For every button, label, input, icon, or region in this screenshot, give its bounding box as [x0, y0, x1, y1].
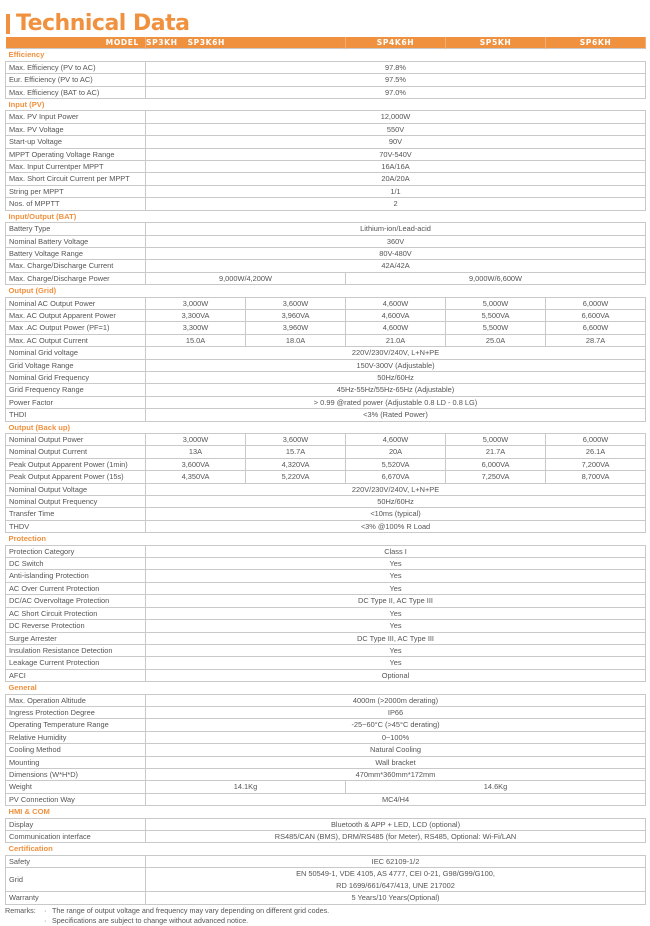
row-value: 7,200VA — [546, 458, 646, 470]
row-label: Nominal Output Frequency — [6, 496, 146, 508]
row-label: MPPT Operating Voltage Range — [6, 148, 146, 160]
row-label: Protection Category — [6, 545, 146, 557]
row-value: 3,300VA — [146, 309, 246, 321]
table-row — [6, 781, 646, 793]
remarks-label: Remarks: — [5, 906, 36, 915]
table-row — [6, 334, 646, 346]
row-value: 4,320VA — [246, 458, 346, 470]
table-row — [6, 731, 646, 743]
bullet-icon: · — [44, 916, 47, 925]
row-value: 9,000W/4,200W — [146, 272, 346, 284]
remark-item: Specifications are subject to change without advanced notice. — [52, 916, 249, 925]
table-row — [6, 434, 646, 446]
row-value: 150V-300V (Adjustable) — [146, 359, 646, 371]
row-value: Yes — [146, 620, 646, 632]
table-row — [6, 669, 646, 681]
row-value: 14.1Kg — [146, 781, 346, 793]
row-value: Yes — [146, 644, 646, 656]
row-value: <10ms (typical) — [146, 508, 646, 520]
section-row — [6, 99, 646, 111]
row-value: Yes — [146, 657, 646, 669]
table-row — [6, 173, 646, 185]
section-title: Efficiency — [6, 49, 646, 61]
row-value: 5,000W — [446, 297, 546, 309]
row-value: 26.1A — [546, 446, 646, 458]
row-value: 0~100% — [146, 731, 646, 743]
grid-standards-line-2: RD 1699/661/647/413, UNE 217002 — [336, 880, 455, 890]
section-row — [6, 421, 646, 433]
title-accent-bar — [6, 14, 10, 34]
row-label: Eur. Efficiency (PV to AC) — [6, 74, 146, 86]
row-label: Nos. of MPPTT — [6, 198, 146, 210]
table-row — [6, 409, 646, 421]
table-row — [6, 458, 646, 470]
table-row — [6, 483, 646, 495]
row-value: 5,000W — [446, 434, 546, 446]
row-value: Yes — [146, 570, 646, 582]
row-label: THDV — [6, 520, 146, 532]
row-label: Max. Efficiency (BAT to AC) — [6, 86, 146, 98]
row-label: Battery Voltage Range — [6, 247, 146, 259]
table-row — [6, 644, 646, 656]
table-row — [6, 148, 646, 160]
table-row — [6, 831, 646, 843]
table-row — [6, 657, 646, 669]
row-label: Display — [6, 818, 146, 830]
row-value: 97.0% — [146, 86, 646, 98]
table-row — [6, 396, 646, 408]
table-row — [6, 123, 646, 135]
table-row — [6, 558, 646, 570]
row-value: 3,960VA — [246, 309, 346, 321]
section-title: Certification — [6, 843, 646, 855]
row-value: 4,350VA — [146, 471, 246, 483]
row-label: Grid Voltage Range — [6, 359, 146, 371]
table-row — [6, 793, 646, 805]
row-label: PV Connection Way — [6, 793, 146, 805]
model-sp6kh: SP6KH — [546, 37, 646, 49]
row-value: 5 Years/10 Years(Optional) — [146, 892, 646, 904]
row-value: 360V — [146, 235, 646, 247]
row-value: 6,600VA — [546, 309, 646, 321]
row-label: Leakage Current Protection — [6, 657, 146, 669]
row-value: Lithium-ion/Lead-acid — [146, 223, 646, 235]
row-label: Safety — [6, 855, 146, 867]
row-value: 470mm*360mm*172mm — [146, 768, 646, 780]
row-value: RS485/CAN (BMS), DRM/RS485 (for Meter), RS485, Optional: Wi-Fi/LAN — [146, 831, 646, 843]
row-value: 3,600W — [246, 297, 346, 309]
row-value: 50Hz/60Hz — [146, 496, 646, 508]
row-value: DC Type II, AC Type III — [146, 595, 646, 607]
table-row — [6, 223, 646, 235]
page-title — [6, 12, 189, 36]
row-label: DC Switch — [6, 558, 146, 570]
table-row — [6, 744, 646, 756]
table-row — [6, 74, 646, 86]
row-label: Ingress Protection Degree — [6, 706, 146, 718]
row-value: 97.5% — [146, 74, 646, 86]
row-value: IEC 62109-1/2 — [146, 855, 646, 867]
table-row — [6, 471, 646, 483]
row-value: 70V-540V — [146, 148, 646, 160]
row-label: Max. Charge/Discharge Current — [6, 260, 146, 272]
row-value: 5,220VA — [246, 471, 346, 483]
row-value: 220V/230V/240V, L+N+PE — [146, 483, 646, 495]
row-label: Insulation Resistance Detection — [6, 644, 146, 656]
row-value: 16A/16A — [146, 161, 646, 173]
row-value: MC4/H4 — [146, 793, 646, 805]
row-value: <3% (Rated Power) — [146, 409, 646, 421]
row-value: 7,250VA — [446, 471, 546, 483]
row-value: 220V/230V/240V, L+N+PE — [146, 347, 646, 359]
row-value: 14.6Kg — [346, 781, 646, 793]
row-label: Dimensions (W*H*D) — [6, 768, 146, 780]
table-row — [6, 719, 646, 731]
row-value: 42A/42A — [146, 260, 646, 272]
row-label: Mounting — [6, 756, 146, 768]
table-row — [6, 694, 646, 706]
table-row — [6, 496, 646, 508]
table-row — [6, 607, 646, 619]
row-label: Max. AC Output Apparent Power — [6, 309, 146, 321]
row-value: 3,600W — [246, 434, 346, 446]
row-value: 6,000VA — [446, 458, 546, 470]
table-row — [6, 570, 646, 582]
section-title: Input (PV) — [6, 99, 646, 111]
row-value: 4,600W — [346, 297, 446, 309]
row-value: 90V — [146, 136, 646, 148]
row-value: 8,700VA — [546, 471, 646, 483]
table-row — [6, 235, 646, 247]
row-value: Natural Cooling — [146, 744, 646, 756]
section-row — [6, 533, 646, 545]
table-row — [6, 582, 646, 594]
row-label: AC Short Circuit Protection — [6, 607, 146, 619]
row-label: Max. AC Output Current — [6, 334, 146, 346]
row-value — [146, 868, 646, 892]
row-label: Max. Input Currentper MPPT — [6, 161, 146, 173]
row-value: Yes — [146, 558, 646, 570]
row-value: 25.0A — [446, 334, 546, 346]
row-value: Wall bracket — [146, 756, 646, 768]
table-row — [6, 61, 646, 73]
row-value: 20A/20A — [146, 173, 646, 185]
table-row — [6, 768, 646, 780]
row-label: Max. PV Voltage — [6, 123, 146, 135]
header-row — [6, 37, 646, 49]
row-value: 13A — [146, 446, 246, 458]
row-value: 6,600W — [546, 322, 646, 334]
table-row — [6, 818, 646, 830]
row-label: Nominal Output Voltage — [6, 483, 146, 495]
row-value: 15.7A — [246, 446, 346, 458]
bullet-icon: · — [44, 906, 47, 915]
table-row — [6, 297, 646, 309]
table-row — [6, 508, 646, 520]
row-label: Battery Type — [6, 223, 146, 235]
row-label: Grid — [6, 868, 146, 892]
row-value: 50Hz/60Hz — [146, 371, 646, 383]
row-label: Nominal AC Output Power — [6, 297, 146, 309]
row-value: 12,000W — [146, 111, 646, 123]
section-title: Protection — [6, 533, 646, 545]
table-row — [6, 198, 646, 210]
row-label: AFCI — [6, 669, 146, 681]
row-value: 3,300W — [146, 322, 246, 334]
row-label: Nominal Battery Voltage — [6, 235, 146, 247]
row-label: Cooling Method — [6, 744, 146, 756]
remarks — [5, 906, 329, 926]
row-value: 5,500VA — [446, 309, 546, 321]
table-row — [6, 756, 646, 768]
row-label: Surge Arrester — [6, 632, 146, 644]
row-value: Yes — [146, 607, 646, 619]
row-label: Anti-islanding Protection — [6, 570, 146, 582]
row-label: DC/AC Overvoltage Protection — [6, 595, 146, 607]
table-row — [6, 111, 646, 123]
model-sp5kh: SP5KH — [446, 37, 546, 49]
section-row — [6, 843, 646, 855]
section-title: General — [6, 682, 646, 694]
table-row — [6, 185, 646, 197]
row-value: -25~60°C (>45°C derating) — [146, 719, 646, 731]
row-value: 6,670VA — [346, 471, 446, 483]
row-label: Warranty — [6, 892, 146, 904]
row-value: DC Type III, AC Type III — [146, 632, 646, 644]
section-row — [6, 682, 646, 694]
row-value: 97.8% — [146, 61, 646, 73]
table-row — [6, 855, 646, 867]
row-label: Transfer Time — [6, 508, 146, 520]
model-header: MODEL — [6, 37, 146, 49]
section-row — [6, 210, 646, 222]
row-label: Max .AC Output Power (PF=1) — [6, 322, 146, 334]
row-value: 1/1 — [146, 185, 646, 197]
table-row — [6, 632, 646, 644]
row-value: 20A — [346, 446, 446, 458]
table-row — [6, 309, 646, 321]
row-value: IP66 — [146, 706, 646, 718]
row-value: Yes — [146, 582, 646, 594]
title-text: Technical Data — [16, 11, 190, 36]
table-row — [6, 446, 646, 458]
row-label: Communication interface — [6, 831, 146, 843]
row-label: Start-up Voltage — [6, 136, 146, 148]
row-label: Max. PV Input Power — [6, 111, 146, 123]
section-title: Output (Grid) — [6, 285, 646, 297]
row-label: Max. Efficiency (PV to AC) — [6, 61, 146, 73]
table-row — [6, 136, 646, 148]
row-value: 45Hz-55Hz/55Hz-65Hz (Adjustable) — [146, 384, 646, 396]
row-label: THDI — [6, 409, 146, 421]
table-row — [6, 892, 646, 904]
remark-item: The range of output voltage and frequency may vary depending on different grid codes. — [52, 906, 330, 915]
row-value: 80V-480V — [146, 247, 646, 259]
row-value: 3,000W — [146, 434, 246, 446]
row-label: Peak Output Apparent Power (15s) — [6, 471, 146, 483]
section-title: Input/Output (BAT) — [6, 210, 646, 222]
row-label: Relative Humidity — [6, 731, 146, 743]
table-row — [6, 520, 646, 532]
model-sp3kh: SP3KH — [146, 38, 178, 47]
row-value: 2 — [146, 198, 646, 210]
section-row — [6, 49, 646, 61]
row-label: Nominal Output Power — [6, 434, 146, 446]
table-row — [6, 620, 646, 632]
row-value: 4,600VA — [346, 309, 446, 321]
table-row — [6, 260, 646, 272]
row-value: 21.7A — [446, 446, 546, 458]
row-label: Nominal Output Current — [6, 446, 146, 458]
row-label: Max. Operation Altitude — [6, 694, 146, 706]
row-value: 550V — [146, 123, 646, 135]
row-value: Optional — [146, 669, 646, 681]
table-row — [6, 595, 646, 607]
table-row — [6, 371, 646, 383]
table-row — [6, 161, 646, 173]
row-value: 21.0A — [346, 334, 446, 346]
row-value: 6,000W — [546, 434, 646, 446]
row-label: Grid Frequency Range — [6, 384, 146, 396]
table-row — [6, 272, 646, 284]
row-label: Max. Charge/Discharge Power — [6, 272, 146, 284]
row-value: Class I — [146, 545, 646, 557]
table-row — [6, 384, 646, 396]
row-value: <3% @100% R Load — [146, 520, 646, 532]
row-label: Nominal Grid Frequency — [6, 371, 146, 383]
row-label: String per MPPT — [6, 185, 146, 197]
row-label: Max. Short Circuit Current per MPPT — [6, 173, 146, 185]
row-value: > 0.99 @rated power (Adjustable 0.8 LD - 0.8 LG) — [146, 396, 646, 408]
grid-standards-line-1: EN 50549-1, VDE 4105, AS 4777, CEI 0-21, G98/G99/G100, — [296, 869, 495, 879]
model-sp3kh-sp3k6h — [146, 37, 346, 49]
table-row — [6, 545, 646, 557]
row-value: 3,960W — [246, 322, 346, 334]
table-row — [6, 359, 646, 371]
row-value: 6,000W — [546, 297, 646, 309]
section-title: HMI & COM — [6, 806, 646, 818]
model-sp3k6h: SP3K6H — [187, 38, 226, 47]
table-row — [6, 868, 646, 892]
row-value: 5,500W — [446, 322, 546, 334]
technical-data-table — [5, 37, 646, 905]
row-value: 5,520VA — [346, 458, 446, 470]
table-row — [6, 322, 646, 334]
row-label: Peak Output Apparent Power (1min) — [6, 458, 146, 470]
section-row — [6, 806, 646, 818]
row-value: 3,600VA — [146, 458, 246, 470]
row-label: AC Over Current Protection — [6, 582, 146, 594]
table-row — [6, 247, 646, 259]
model-sp4k6h: SP4K6H — [346, 37, 446, 49]
row-label: Weight — [6, 781, 146, 793]
row-value: 15.0A — [146, 334, 246, 346]
section-row — [6, 285, 646, 297]
row-value: 4000m (>2000m derating) — [146, 694, 646, 706]
row-label: Operating Temperature Range — [6, 719, 146, 731]
table-row — [6, 706, 646, 718]
row-value: 4,600W — [346, 322, 446, 334]
row-label: Power Factor — [6, 396, 146, 408]
row-value: 9,000W/6,600W — [346, 272, 646, 284]
row-value: 4,600W — [346, 434, 446, 446]
table-row — [6, 86, 646, 98]
row-label: DC Reverse Protection — [6, 620, 146, 632]
row-value: Bluetooth & APP + LED, LCD (optional) — [146, 818, 646, 830]
section-title: Output (Back up) — [6, 421, 646, 433]
table-row — [6, 347, 646, 359]
row-value: 18.0A — [246, 334, 346, 346]
row-label: Nominal Grid voltage — [6, 347, 146, 359]
row-value: 28.7A — [546, 334, 646, 346]
row-value: 3,000W — [146, 297, 246, 309]
